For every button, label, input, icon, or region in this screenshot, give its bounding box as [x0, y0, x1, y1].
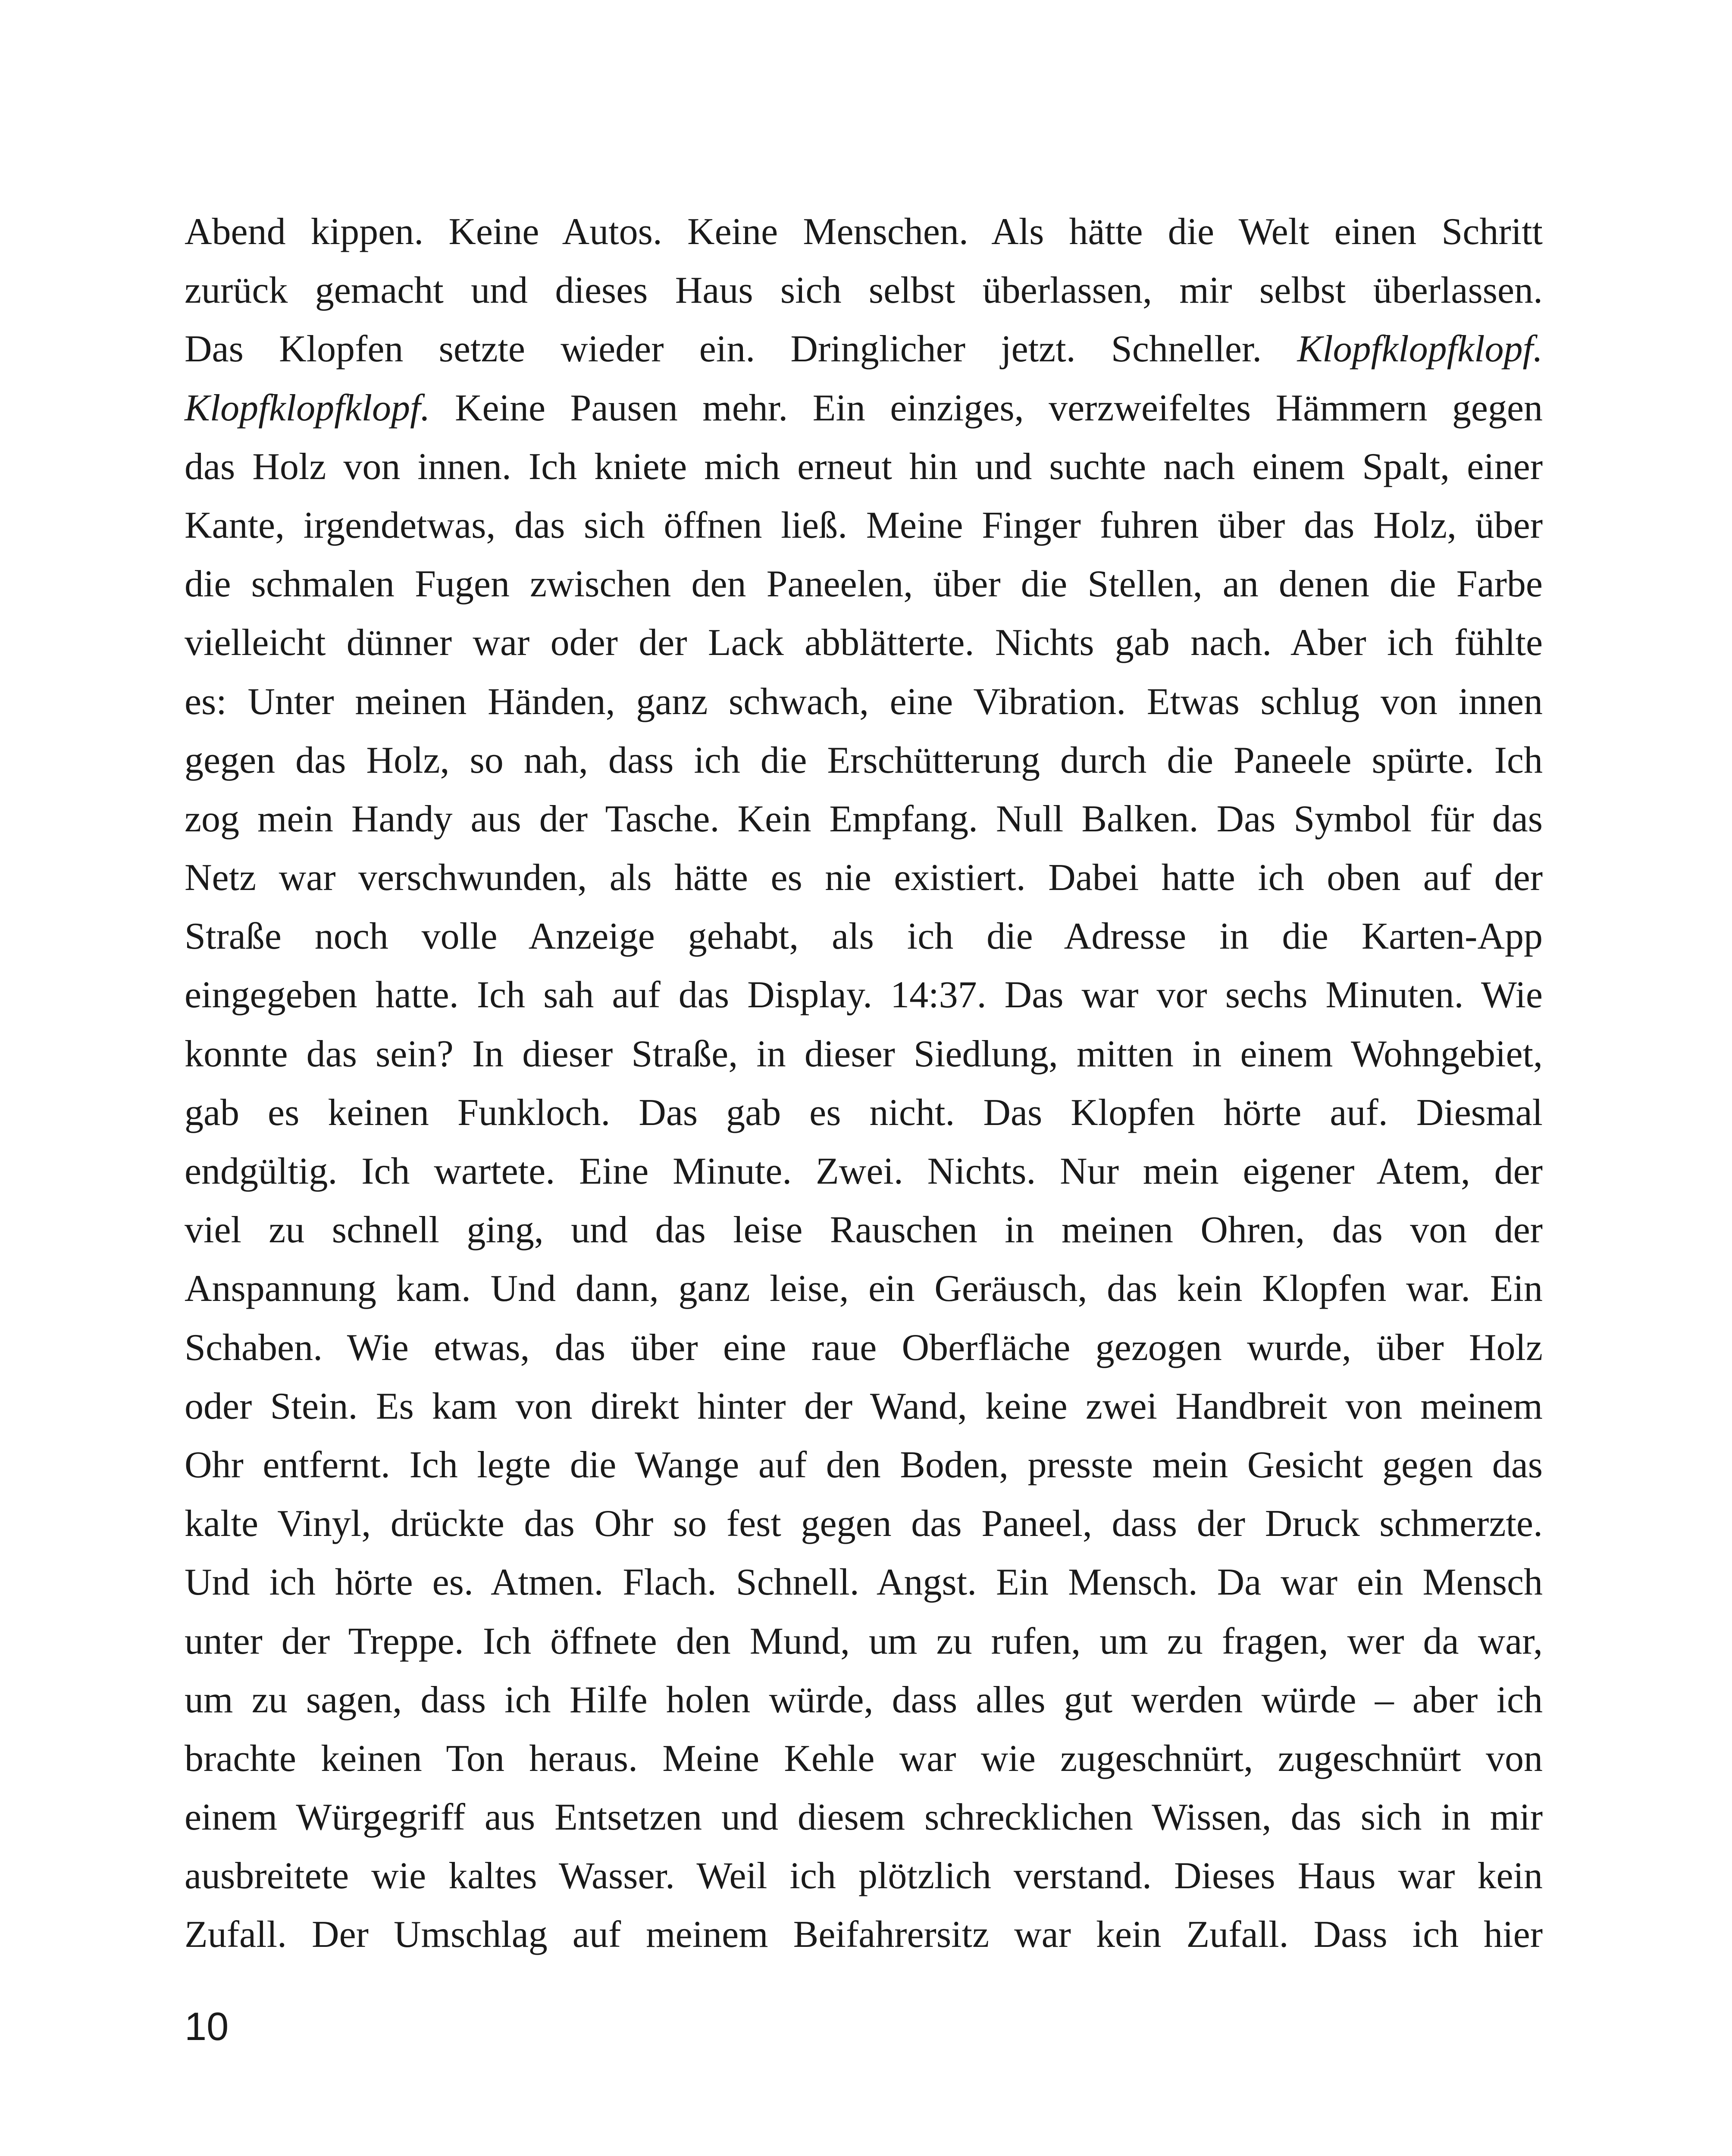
text-line: oder Stein. Es kam von direkt hinter der Wand, keine zwei Handbreit von meinem: [185, 1385, 1543, 1427]
text-line: es: Unter meinen Händen, ganz schwach, eine Vibration. Etwas schlug von innen: [185, 680, 1543, 723]
text-line: endgültig. Ich wartete. Eine Minute. Zwei. Nichts. Nur mein eigener Atem, der: [185, 1150, 1543, 1192]
text-line: viel zu schnell ging, und das leise Rauschen in meinen Ohren, das von der: [185, 1209, 1543, 1251]
text-line: gegen das Holz, so nah, dass ich die Erschütterung durch die Paneele spürte. Ich: [185, 739, 1543, 781]
text-line: kalte Vinyl, drückte das Ohr so fest gegen das Paneel, dass der Druck schmerzte.: [185, 1503, 1543, 1545]
text-line: eingegeben hatte. Ich sah auf das Display. 14:37. Das war vor sechs Minuten. Wie: [185, 974, 1543, 1016]
text-line: gab es keinen Funkloch. Das gab es nicht. Das Klopfen hörte auf. Diesmal: [185, 1091, 1543, 1134]
page-number: 10: [185, 2005, 229, 2049]
text-line: ausbreitete wie kaltes Wasser. Weil ich plötzlich verstand. Dieses Haus war kein: [185, 1855, 1543, 1897]
text-line: Zufall. Der Umschlag auf meinem Beifahrersitz war kein Zufall. Dass ich hier: [185, 1914, 1543, 1956]
text-line: Abend kippen. Keine Autos. Keine Menschen. Als hätte die Welt einen Schritt: [185, 211, 1543, 253]
text-line: das Holz von innen. Ich kniete mich erneut hin und suchte nach einem Spalt, einer: [185, 445, 1543, 488]
text-line: unter der Treppe. Ich öffnete den Mund, um zu rufen, um zu fragen, wer da war,: [185, 1620, 1543, 1662]
text-line: Klopfklopfklopf. Keine Pausen mehr. Ein einziges, verzweifeltes Hämmern gegen: [185, 387, 1543, 429]
text-line: Kante, irgendetwas, das sich öffnen ließ. Meine Finger fuhren über das Holz, über: [185, 504, 1543, 546]
text-line: konnte das sein? In dieser Straße, in dieser Siedlung, mitten in einem Wohngebiet,: [185, 1033, 1543, 1075]
text-line: die schmalen Fugen zwischen den Paneelen, über die Stellen, an denen die Farbe: [185, 563, 1543, 605]
italic-onomatopoeia: Klopfklopfklopf.: [185, 387, 430, 429]
text-line: Straße noch volle Anzeige gehabt, als ich die Adresse in die Karten-App: [185, 915, 1543, 958]
text-line: Ohr entfernt. Ich legte die Wange auf den Boden, presste mein Gesicht gegen das: [185, 1444, 1543, 1486]
text-line: Und ich hörte es. Atmen. Flach. Schnell. Angst. Ein Mensch. Da war ein Mensch: [185, 1561, 1543, 1604]
body-text: [185, 203, 1543, 1965]
text-line: einem Würgegriff aus Entsetzen und diesem schrecklichen Wissen, das sich in mir: [185, 1796, 1543, 1839]
text-line: zurück gemacht und dieses Haus sich selbst überlassen, mir selbst überlassen.: [185, 270, 1543, 312]
text-line: brachte keinen Ton heraus. Meine Kehle war wie zugeschnürt, zugeschnürt von: [185, 1737, 1543, 1780]
text-line: vielleicht dünner war oder der Lack abblätterte. Nichts gab nach. Aber ich fühlte: [185, 622, 1543, 664]
text-line: zog mein Handy aus der Tasche. Kein Empfang. Null Balken. Das Symbol für das: [185, 798, 1543, 840]
text-line: um zu sagen, dass ich Hilfe holen würde, dass alles gut werden würde – aber ich: [185, 1679, 1543, 1721]
italic-onomatopoeia: Klopfklopfklopf.: [1297, 328, 1543, 370]
text-line: Anspannung kam. Und dann, ganz leise, ein Geräusch, das kein Klopfen war. Ein: [185, 1268, 1543, 1310]
text-line: Das Klopfen setzte wieder ein. Dringlicher jetzt. Schneller. Klopfklopfklopf.: [185, 328, 1543, 370]
text-line: Netz war verschwunden, als hätte es nie existiert. Dabei hatte ich oben auf der: [185, 857, 1543, 899]
text-line: Schaben. Wie etwas, das über eine raue Oberfläche gezogen wurde, über Holz: [185, 1326, 1543, 1369]
